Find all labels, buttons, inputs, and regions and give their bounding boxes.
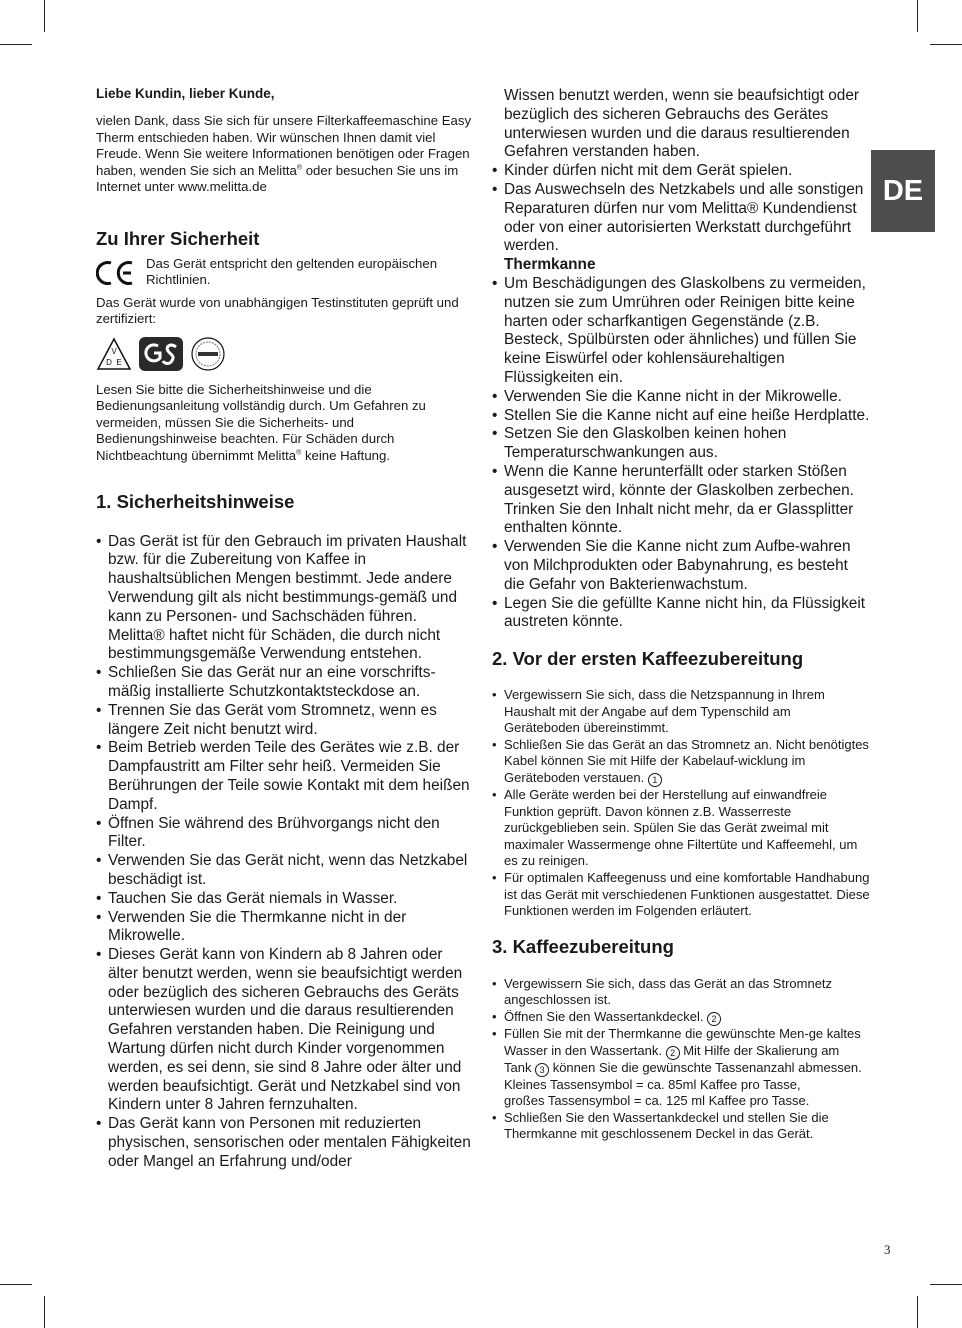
- list-item: • Das Gerät kann von Personen mit reduzierten physischen, sensorischen oder mentalen Fähigkeiten oder Mangel an Erfahrung und/oder: [96, 1115, 472, 1171]
- list-item: • Vergewissern Sie sich, dass das Gerät an das Stromnetz angeschlossen ist.: [492, 976, 870, 1009]
- vde-mark-icon: [96, 337, 132, 371]
- figure-ref-2: 2: [707, 1012, 721, 1026]
- list-item: • Kinder dürfen nicht mit dem Gerät spielen.: [492, 162, 870, 181]
- list-item: • Wenn die Kanne herunterfällt oder starken Stößen ausgesetzt wird, könnte der Glaskolben zerbechen. Trinken Sie den Inhalt nicht mehr, da er Glassplitter enthalten könnte.: [492, 463, 870, 538]
- crop-mark: [0, 44, 32, 45]
- crop-mark: [44, 1296, 45, 1328]
- list-item: • Öffnen Sie während des Brühvorgangs nicht den Filter.: [96, 815, 472, 853]
- list-item: • Dieses Gerät kann von Kindern ab 8 Jahren oder älter benutzt werden, wenn sie beaufsichtigt werden oder bezüglich des sicheren Gebrauchs des Geräts unterwiesen wurden und die daraus resultierenden Gefahren verstanden haben. Die Reinigung und Wartung dürfen nicht durch Kinder vorgenommen werden, es sei denn, sie sind 8 Jahre oder älter und werden beaufsichtigt. Gerät und Netzkabel sind von Kindern unter 8 Jahren fernzuhalten.: [96, 946, 472, 1115]
- ce-mark-icon: [96, 259, 136, 287]
- list-item: • Tauchen Sie das Gerät niemals in Wasser.: [96, 890, 472, 909]
- list-item: • Legen Sie die gefüllte Kanne nicht hin, da Flüssigkeit austreten könnte.: [492, 595, 870, 633]
- intro-text: vielen Dank, dass Sie sich für unsere Filterkaffeemaschine Easy Therm entschieden haben. Wir wünschen Ihnen damit viel Freude. Wenn Sie weitere Informationen benötigen oder Fragen haben, wenden Sie sich an Melitta® oder besuchen Sie uns im Internet unter www.melitta.de: [96, 113, 472, 195]
- section1-heading: 1. Sicherheitshinweise: [96, 490, 295, 512]
- brewing-list: [492, 976, 870, 1143]
- list-item: • Schließen Sie den Wassertankdeckel und stellen Sie die Thermkanne mit geschlossenem Deckel in das Gerät.: [492, 1110, 870, 1143]
- list-item: • Setzen Sie den Glaskolben keinen hohen Temperaturschwankungen aus.: [492, 425, 870, 463]
- svg-text:V: V: [111, 346, 117, 356]
- crop-mark: [0, 1284, 32, 1285]
- svg-text:E: E: [116, 357, 122, 367]
- list-item: • Trennen Sie das Gerät vom Stromnetz, wenn es längere Zeit nicht benutzt wird.: [96, 702, 472, 740]
- certification-logos: [96, 336, 472, 372]
- crop-mark: [44, 0, 45, 32]
- tested-text: Das Gerät wurde von unabhängigen Testinstituten geprüft und zertifiziert:: [96, 294, 459, 327]
- list-item: • Schließen Sie das Gerät an das Stromnetz an. Nicht benötigtes Kabel können Sie mit Hilfe der Kabelauf-wicklung im Geräteboden verstauen. 1: [492, 737, 870, 787]
- figure-ref-2: 2: [666, 1046, 680, 1060]
- list-item: • Verwenden Sie die Kanne nicht zum Aufbe-wahren von Milchprodukten oder Babynahrung, es besteht die Gefahr von Bakterienwachstum.: [492, 538, 870, 594]
- list-item: • Das Auswechseln des Netzkabels und alle sonstigen Reparaturen dürfen nur vom Melitta® Kundendienst oder von einer autorisierten Werkstatt durchgeführt werden.: [492, 181, 870, 256]
- gs-mark-icon: [138, 336, 184, 372]
- test-seal-icon: [190, 336, 226, 372]
- safety-heading: Zu Ihrer Sicherheit: [96, 227, 260, 249]
- crop-mark: [930, 44, 962, 45]
- crop-mark: [917, 1296, 918, 1328]
- page-number: 3: [884, 1242, 891, 1257]
- section3-heading: 3. Kaffeezubereitung: [492, 935, 674, 957]
- list-item: • Verwenden Sie die Thermkanne nicht in der Mikrowelle.: [96, 909, 472, 947]
- list-item: • Verwenden Sie das Gerät nicht, wenn das Netzkabel beschädigt ist.: [96, 852, 472, 890]
- list-item: • Alle Geräte werden bei der Herstellung auf einwandfreie Funktion geprüft. Davon können z.B. Wasserreste zurückgeblieben sein. Spülen Sie das Gerät zweimal mit maximaler Wassermenge ohne Filtertüte und Kaffeemehl, um es zu reinigen.: [492, 787, 870, 870]
- crop-mark: [917, 0, 918, 32]
- thermkanne-subheading: Thermkanne: [504, 256, 596, 274]
- list-item: • Um Beschädigungen des Glaskolbens zu vermeiden, nutzen sie zum Umrühren oder Reinigen bitte keine harten oder scharfkantigen Gegenstände (z.B. Besteck, Spülbürsten oder ähnliches) und füllen Sie keine Eiswürfel oder kohlensäurehaltigen Flüssigkeiten ein.: [492, 275, 870, 388]
- warning-text: Lesen Sie bitte die Sicherheitshinweise und die Bedienungsanleitung vollständig durch. Um Gefahren zu vermeiden, müssen Sie die Sicherheits- und Bedienungshinweise beachten. Für Schäden durch Nichtbeachtung übernimmt Melitta® keine Haftung.: [96, 381, 426, 463]
- svg-text:D: D: [106, 357, 112, 367]
- list-item: • Füllen Sie mit der Thermkanne die gewünschte Men-ge kaltes Wasser in den Wassertank. 2 Mit Hilfe der Skalierung am Tank 3 können Sie die gewünschte Tassenanzahl abmessen. Kleines Tassensymbol = ca. 85ml Kaffee pro Tasse, großes Tassensymbol = ca. 125 ml Kaffee pro Tasse.: [492, 1026, 870, 1110]
- list-item: • Beim Betrieb werden Teile des Gerätes wie z.B. der Dampfaustritt am Filter sehr heiß. Vermeiden Sie Berührungen der Teile sowie Kontakt mit dem heißen Dampf.: [96, 739, 472, 814]
- figure-ref-1: 1: [648, 773, 662, 787]
- thermkanne-list: [492, 275, 870, 632]
- list-item: • Verwenden Sie die Kanne nicht in der Mikrowelle.: [492, 388, 870, 407]
- right-column: [492, 87, 870, 1143]
- list-item: • Für optimalen Kaffeegenuss und eine komfortable Handhabung ist das Gerät mit verschiedenen Funktionen ausgestattet. Diese Funktionen werden im Folgenden erläutert.: [492, 870, 870, 920]
- figure-ref-3: 3: [535, 1063, 549, 1077]
- list-item: • Öffnen Sie den Wassertankdeckel. 2: [492, 1009, 870, 1026]
- list-item-continuation: Wissen benutzt werden, wenn sie beaufsichtigt oder bezüglich des sicheren Gebrauchs des Gerätes unterwiesen wurden und die daraus resultierenden Gefahren verstanden haben.: [504, 87, 860, 161]
- safety-list: [96, 533, 472, 1172]
- first-use-list: [492, 687, 870, 920]
- ce-row: [96, 256, 472, 289]
- salutation: Liebe Kundin, lieber Kunde,: [96, 86, 275, 101]
- list-item: • Das Gerät ist für den Gebrauch im privaten Haushalt bzw. für die Zubereitung von Kaffee in haushaltsüblichen Mengen bestimmt. Jede andere Verwendung gilt als nicht bestimmungs-gemäß und kann zu Personen- und Sachschäden führen. Melitta® haftet nicht für Schäden, die durch nicht bestimmungsgemäße Verwendung entstehen.: [96, 533, 472, 665]
- list-item: • Schließen Sie das Gerät nur an eine vorschrifts-mäßig installierte Schutzkontaktsteckdose an.: [96, 664, 472, 702]
- ce-text: Das Gerät entspricht den geltenden europäischen Richtlinien.: [146, 255, 438, 288]
- section2-heading: 2. Vor der ersten Kaffeezubereitung: [492, 648, 804, 670]
- list-item: • Stellen Sie die Kanne nicht auf eine heiße Herdplatte.: [492, 407, 870, 426]
- left-column: [96, 86, 472, 1172]
- language-tab: DE: [871, 150, 935, 232]
- crop-mark: [930, 1284, 962, 1285]
- safety-list-continued: [492, 162, 870, 256]
- list-item: • Vergewissern Sie sich, dass die Netzspannung in Ihrem Haushalt mit der Angabe auf dem Typenschild am Geräteboden übereinstimmt.: [492, 687, 870, 737]
